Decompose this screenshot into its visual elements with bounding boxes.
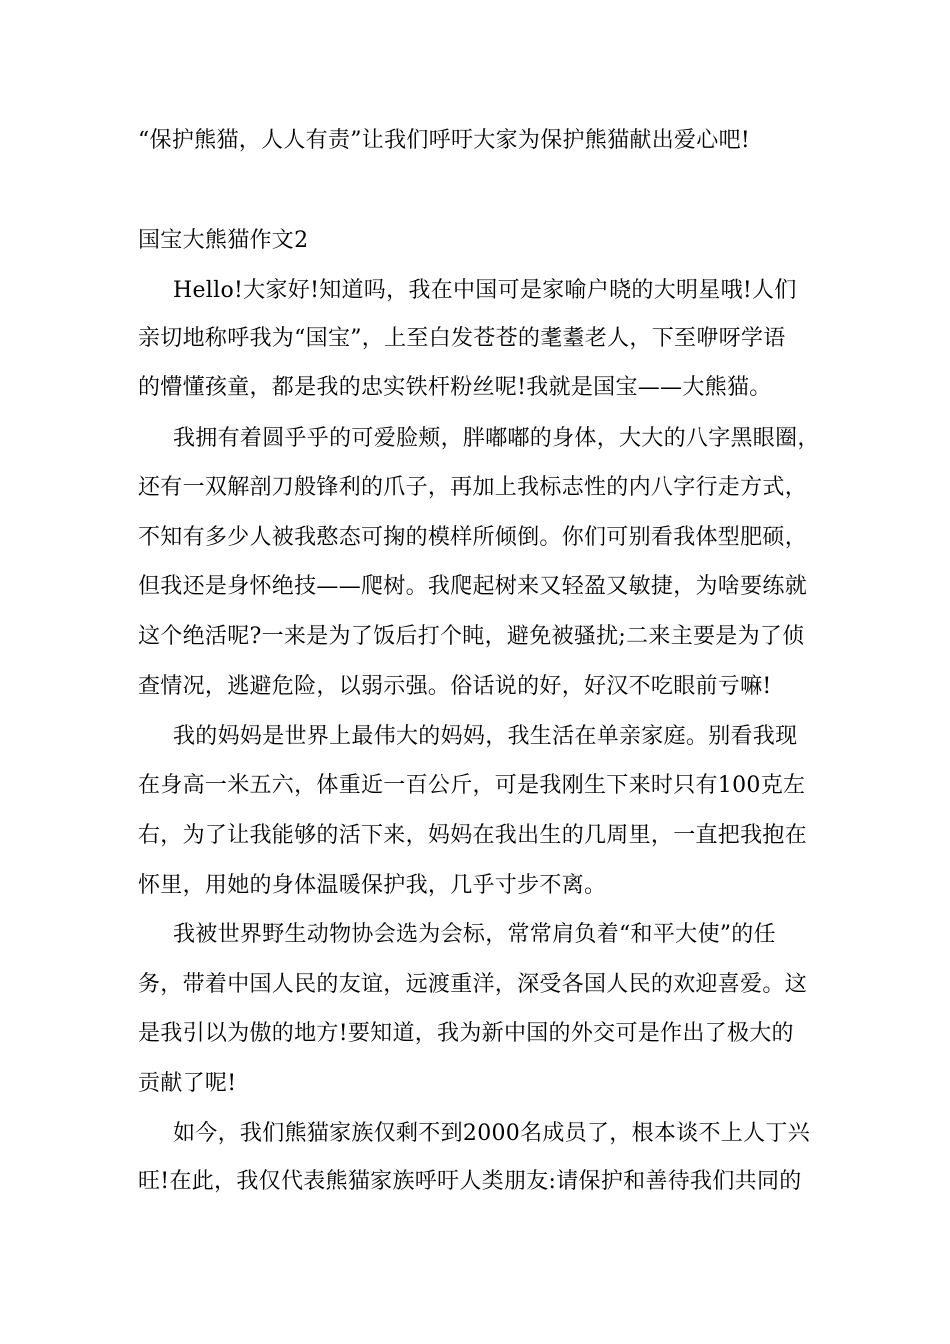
paragraph-line: 怀里，用她的身体温暖保护我，几乎寸步不离。 bbox=[138, 873, 607, 898]
paragraph-line: 在身高一米五六，体重近一百公斤，可是我刚生下来时只有100克左 bbox=[138, 773, 806, 798]
paragraph-line: 亲切地称呼我为“国宝”，上至白发苍苍的耄耋老人，下至咿呀学语 bbox=[138, 326, 786, 351]
paragraph-line: 我被世界野生动物协会选为会标，常常肩负着“和平大使”的任 bbox=[173, 922, 776, 947]
closing-line: “保护熊猫，人人有责”让我们呼吁大家为保护熊猫献出爱心吧! bbox=[138, 128, 751, 153]
paragraph-line: 还有一双解剖刀般锋利的爪子，再加上我标志性的内八字行走方式， bbox=[138, 475, 808, 500]
paragraph-line: 不知有多少人被我憨态可掬的模样所倾倒。你们可别看我体型肥硕， bbox=[138, 525, 808, 550]
paragraph-line: 查情况，逃避危险，以弱示强。俗话说的好，好汉不吃眼前亏嘛! bbox=[138, 674, 772, 699]
paragraph-line: 我拥有着圆乎乎的可爱脸颊，胖嘟嘟的身体，大大的八字黑眼圈， bbox=[173, 426, 820, 451]
paragraph-line: 务，带着中国人民的友谊，远渡重洋，深受各国人民的欢迎喜爱。这 bbox=[138, 972, 808, 997]
paragraph-line: 我的妈妈是世界上最伟大的妈妈，我生活在单亲家庭。别看我现 bbox=[173, 724, 798, 749]
paragraph-line: 但我还是身怀绝技——爬树。我爬起树来又轻盈又敏捷，为啥要练就 bbox=[138, 574, 808, 599]
paragraph-line: 这个绝活呢?一来是为了饭后打个盹，避免被骚扰;二来主要是为了侦 bbox=[138, 624, 805, 649]
paragraph-line: 是我引以为傲的地方!要知道，我为新中国的外交可是作出了极大的 bbox=[138, 1021, 794, 1046]
paragraph-line: 贡献了呢! bbox=[138, 1071, 237, 1096]
paragraph-line: 旺!在此，我仅代表熊猫家族呼吁人类朋友:请保护和善待我们共同的 bbox=[138, 1169, 802, 1194]
paragraph-line: 的懵懂孩童，都是我的忠实铁杆粉丝呢!我就是国宝——大熊猫。 bbox=[138, 375, 772, 400]
paragraph-line: 右，为了让我能够的活下来，妈妈在我出生的几周里，一直把我抱在 bbox=[138, 823, 808, 848]
paragraph-line: Hello!大家好!知道吗，我在中国可是家喻户晓的大明星哦!人们 bbox=[173, 278, 797, 303]
essay-title: 国宝大熊猫作文2 bbox=[138, 228, 309, 253]
paragraph-line: 如今，我们熊猫家族仅剩不到2000名成员了，根本谈不上人丁兴 bbox=[173, 1121, 810, 1146]
